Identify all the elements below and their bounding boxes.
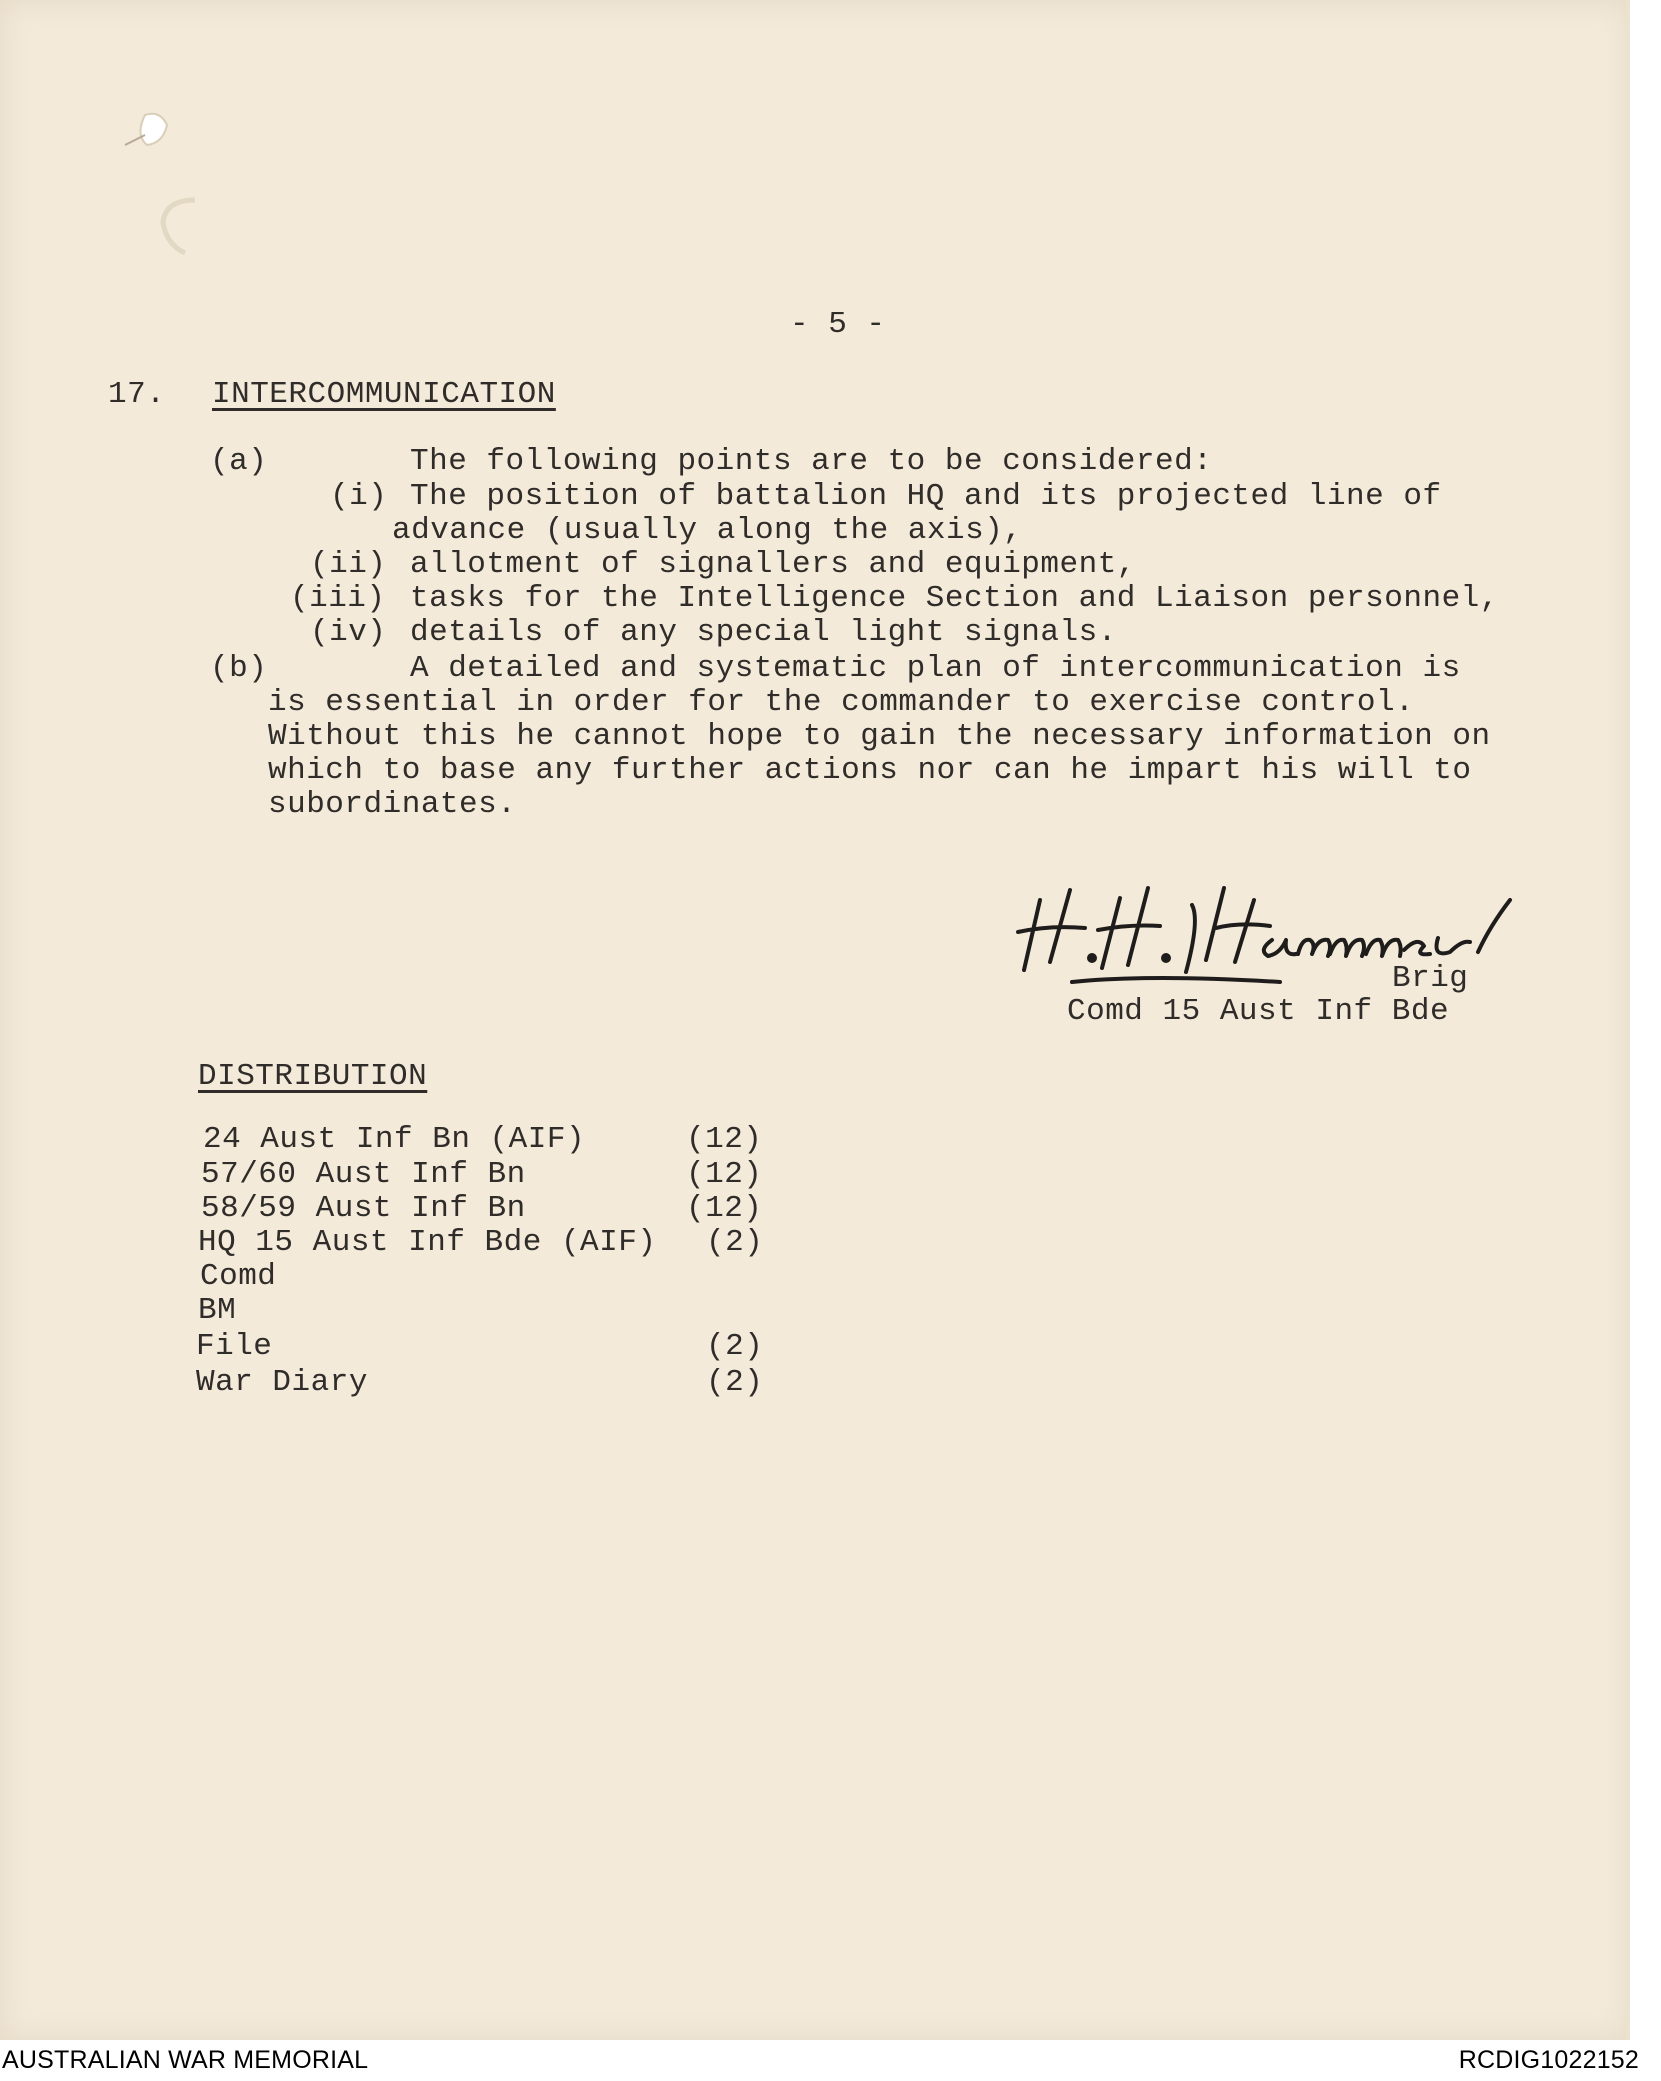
staple-hole-marks [105, 105, 195, 265]
section-number: 17. [108, 377, 166, 412]
distribution-recipient: 58/59 Aust Inf Bn [201, 1191, 526, 1226]
distribution-recipient: BM [198, 1293, 237, 1328]
distribution-copies: (2) [706, 1329, 764, 1364]
para-a-intro: The following points are to be considered: [410, 444, 1213, 479]
distribution-copies: (2) [706, 1225, 764, 1260]
page-number: - 5 - [790, 307, 886, 342]
distribution-recipient: File [196, 1329, 273, 1364]
point-text: details of any special light signals. [410, 615, 1117, 650]
point-label: (i) [330, 479, 388, 514]
para-b-label: (b) [210, 651, 268, 686]
distribution-recipient: Comd [200, 1259, 277, 1294]
distribution-recipient: 57/60 Aust Inf Bn [201, 1157, 526, 1192]
footer-archive-name: AUSTRALIAN WAR MEMORIAL [2, 2046, 369, 2074]
distribution-recipient: War Diary [196, 1365, 368, 1400]
distribution-copies: (12) [686, 1191, 763, 1226]
point-text: The position of battalion HQ and its projected line of [410, 479, 1442, 514]
distribution-recipient: HQ 15 Aust Inf Bde (AIF) [198, 1225, 657, 1260]
point-text: allotment of signallers and equipment, [410, 547, 1136, 582]
paper-edge [1626, 0, 1630, 2040]
para-b-line: A detailed and systematic plan of intercommunication is [410, 651, 1461, 686]
footer-reference-id: RCDIG1022152 [1458, 2046, 1639, 2074]
distribution-recipient: 24 Aust Inf Bn (AIF) [203, 1122, 586, 1157]
point-label: (iii) [290, 581, 386, 616]
point-label: (iv) [310, 615, 387, 650]
distribution-copies: (2) [706, 1365, 764, 1400]
signatory-rank: Brig [1392, 961, 1469, 996]
section-heading: INTERCOMMUNICATION [212, 377, 556, 412]
para-a-label: (a) [210, 444, 268, 479]
para-b-line: subordinates. [268, 787, 517, 822]
para-b-line: which to base any further actions nor can he impart his will to [268, 753, 1472, 788]
para-b-line: is essential in order for the commander to exercise control. [268, 685, 1415, 720]
signatory-appointment: Comd 15 Aust Inf Bde [1067, 994, 1450, 1029]
point-text: tasks for the Intelligence Section and Liaison personnel, [410, 581, 1499, 616]
distribution-copies: (12) [686, 1157, 763, 1192]
handwritten-signature [1010, 870, 1570, 1000]
point-text-continued: advance (usually along the axis), [392, 513, 1023, 548]
distribution-heading: DISTRIBUTION [198, 1059, 428, 1094]
distribution-copies: (12) [686, 1122, 763, 1157]
para-b-line: Without this he cannot hope to gain the necessary information on [268, 719, 1491, 754]
point-label: (ii) [310, 547, 387, 582]
